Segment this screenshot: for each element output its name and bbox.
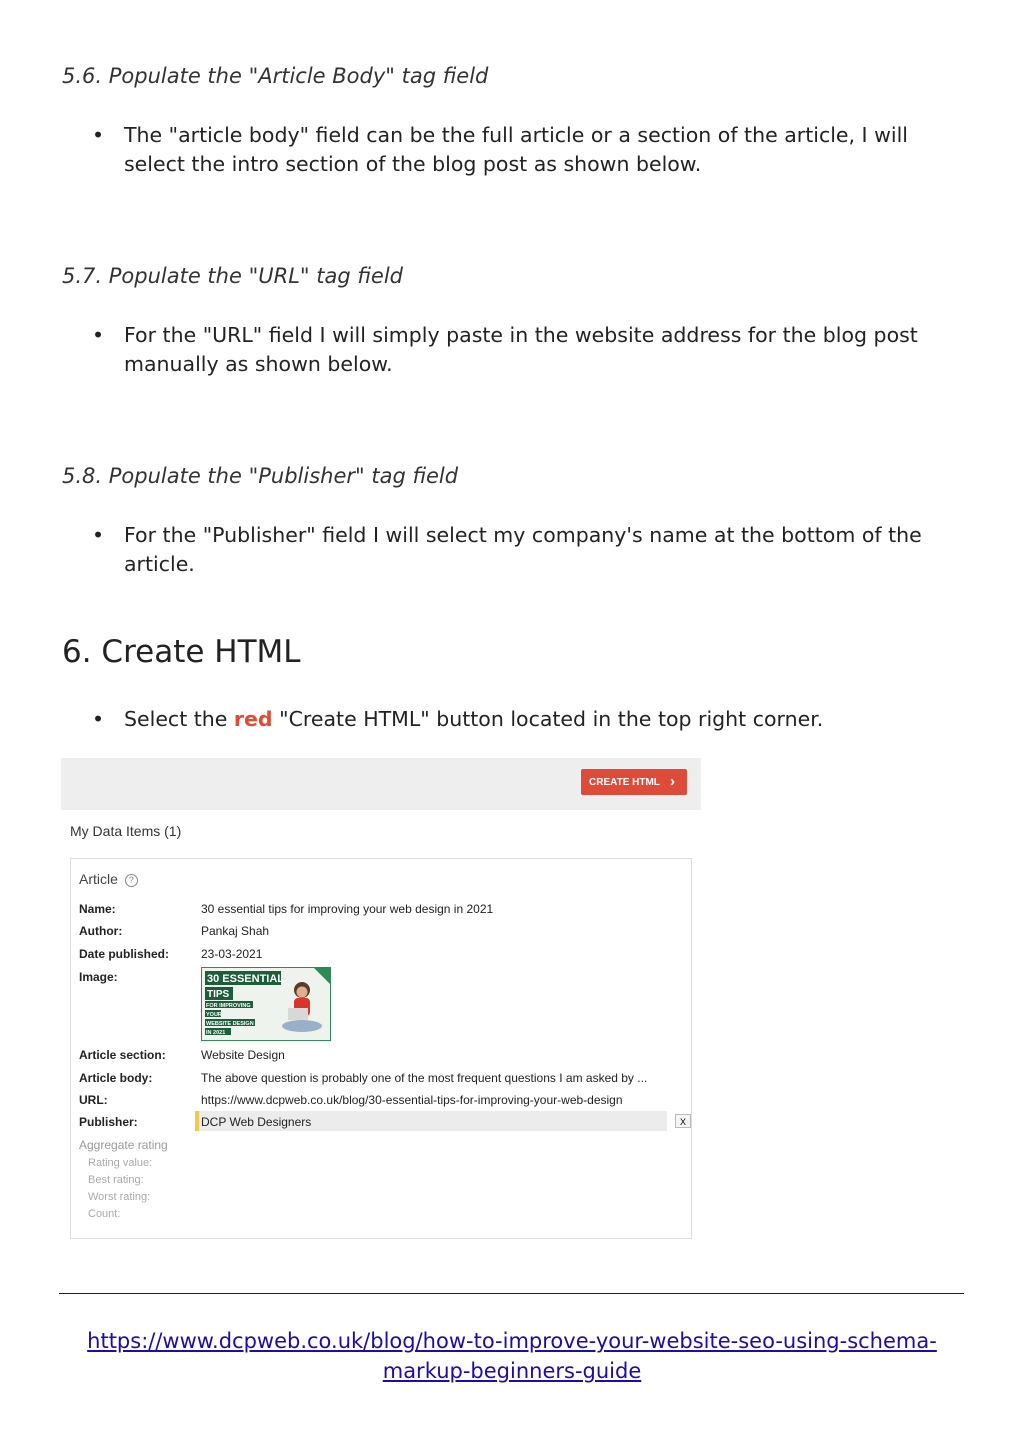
step-5-8-text: For the "Publisher" field I will select my company's name at the bottom of the article. [124,523,922,576]
footer-divider [59,1293,964,1294]
remove-publisher-button[interactable]: X [675,1114,691,1128]
thumb-line-2: TIPS [207,989,230,1000]
article-card-title [79,871,138,887]
step-5-6-bullet [92,121,972,179]
field-key: Publisher: [79,1115,138,1129]
field-key: Name: [79,902,116,916]
bullet-dot-icon: • [92,123,105,147]
field-key: Article section: [79,1048,166,1062]
best-rating-label: Best rating: [88,1174,144,1186]
rating-value-label: Rating value: [88,1157,153,1169]
create-html-button[interactable] [581,769,687,795]
field-key: Image: [79,970,118,984]
section-6-text-after: "Create HTML" button located in the top right corner. [272,707,824,731]
help-icon[interactable]: ? [125,874,138,887]
field-value: Pankaj Shah [201,924,270,938]
field-value: 23-03-2021 [201,947,263,961]
toolbar [61,758,701,810]
thumb-line-6: IN 2021 [206,1030,226,1036]
bullet-dot-icon: • [92,323,105,347]
field-value: https://www.dcpweb.co.uk/blog/30-essential-tips-for-improving-your-web-design [201,1093,623,1107]
step-5-8-heading: 5.8. Populate the "Publisher" tag field [62,464,459,488]
step-5-6-text: The "article body" field can be the full article or a section of the article, I will select the intro section of the blog post as shown below. [124,123,908,176]
create-html-label: CREATE HTML [589,776,660,788]
worst-rating-label: Worst rating: [88,1191,151,1203]
structured-data-helper-screenshot [61,758,701,1248]
step-5-8-bullet [92,521,972,579]
article-label: Article [79,871,118,887]
field-value: DCP Web Designers [201,1115,312,1129]
thumb-line-4: YOUR [206,1012,222,1018]
step-5-7-bullet [92,321,972,379]
footer-source-link[interactable]: https://www.dcpweb.co.uk/blog/how-to-improve-your-website-seo-using-schema-markup-beginners-guide [87,1329,937,1383]
thumb-line-5: WEBSITE DESIGN [206,1021,254,1027]
my-data-items-title: My Data Items (1) [70,823,182,839]
step-5-6-heading: 5.6. Populate the "Article Body" tag field [62,64,489,88]
red-keyword: red [233,707,273,731]
section-6-text [124,705,972,734]
article-thumbnail-image [201,967,331,1041]
field-key: Article body: [79,1071,153,1085]
section-6-bullet [92,705,972,734]
bullet-dot-icon: • [92,523,105,547]
aggregate-rating-label: Aggregate rating [79,1138,168,1152]
thumb-line-3: FOR IMPROVING [206,1003,251,1009]
field-key: Date published: [79,947,170,961]
bullet-dot-icon: • [92,707,105,731]
field-value: The above question is probably one of the most frequent questions I am asked by ... [201,1071,648,1085]
article-card [70,858,692,1239]
count-label: Count: [88,1208,121,1220]
field-key: URL: [79,1093,108,1107]
thumbnail-art [202,968,330,1040]
section-6-heading: 6. Create HTML [62,634,301,670]
thumb-line-1: 30 ESSENTIAL [207,973,285,985]
chevron-right-icon: › [670,773,675,790]
step-5-7-heading: 5.7. Populate the "URL" tag field [62,264,403,288]
field-value: 30 essential tips for improving your web design in 2021 [201,902,494,916]
step-5-7-text: For the "URL" field I will simply paste in the website address for the blog post manually as shown below. [124,323,918,376]
field-key: Author: [79,924,123,938]
publisher-marker [195,1111,199,1131]
section-6-text-before: Select the [124,707,234,731]
field-value: Website Design [201,1048,285,1062]
